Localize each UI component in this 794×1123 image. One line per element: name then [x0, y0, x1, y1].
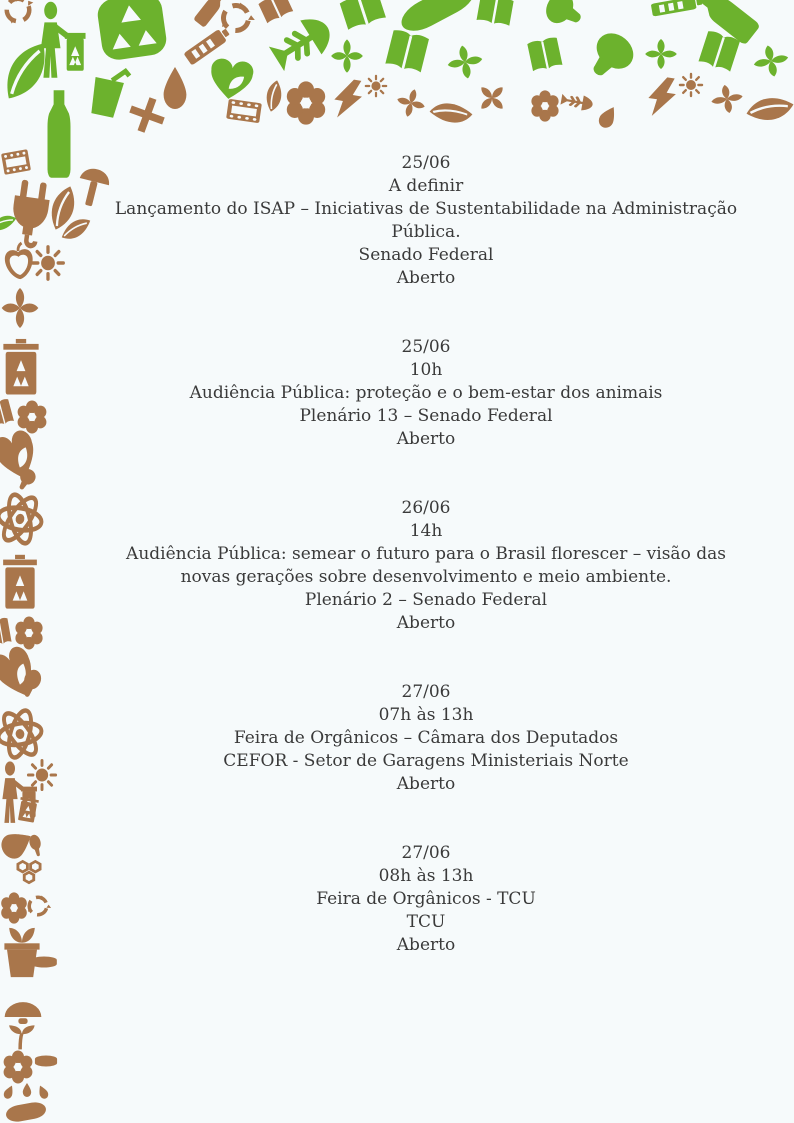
event-status: Aberto — [396, 774, 456, 794]
sprout-icon — [0, 1020, 42, 1052]
drop-icon — [33, 1082, 52, 1102]
clover-icon — [642, 36, 680, 72]
event-time: 14h — [409, 521, 443, 541]
drop-icon — [591, 100, 625, 135]
clover-icon — [467, 73, 518, 124]
capsule-icon — [22, 956, 66, 968]
person-recycle-icon — [0, 760, 42, 828]
event-block — [100, 842, 752, 957]
pot-icon — [0, 918, 46, 984]
recycle-arrows-icon — [212, 0, 259, 42]
heart-leaf-icon — [0, 638, 49, 711]
plus-icon — [120, 88, 174, 142]
book-icon — [378, 21, 435, 83]
leaf-icon — [35, 179, 92, 237]
leaf-icon — [254, 75, 294, 117]
flower-icon — [528, 88, 562, 124]
honeycomb-icon — [10, 856, 48, 892]
event-time: 07h às 13h — [378, 705, 474, 725]
lightbulb-icon — [23, 830, 50, 862]
recycle-arrows-icon — [0, 0, 41, 33]
fishbone-icon — [556, 85, 598, 119]
sun-icon — [26, 758, 58, 792]
apple-icon — [0, 238, 42, 285]
recycle-arrows-icon — [21, 889, 55, 923]
battery-icon — [176, 17, 239, 74]
clover-icon — [705, 79, 748, 119]
book-icon — [333, 0, 394, 39]
bin-icon — [14, 792, 43, 826]
battery-icon — [646, 0, 706, 25]
event-location: Senado Federal — [358, 245, 494, 265]
event-title: Audiência Pública: proteção e o bem-estar dos animais — [189, 383, 663, 403]
bin-icon — [0, 550, 42, 614]
event-date: 25/06 — [401, 337, 451, 357]
event-block — [100, 152, 752, 290]
event-title: Feira de Orgânicos - TCU — [316, 889, 536, 909]
lightning-icon — [324, 73, 371, 125]
bottle-icon — [186, 0, 234, 34]
event-time: A definir — [388, 176, 464, 196]
events-list — [100, 152, 752, 1003]
bin-icon — [0, 334, 44, 400]
clover-icon — [328, 36, 366, 76]
event-location: Plenário 2 – Senado Federal — [304, 590, 548, 610]
bell-icon — [0, 986, 48, 1032]
capsule-icon — [27, 1055, 65, 1067]
clover-icon — [0, 284, 42, 332]
sun-icon — [30, 244, 66, 282]
heart-leaf-icon — [203, 53, 259, 107]
event-block — [100, 336, 752, 451]
event-title: Feira de Orgânicos – Câmara dos Deputados — [233, 728, 619, 748]
film-icon — [222, 93, 266, 128]
event-status: Aberto — [396, 429, 456, 449]
flower-icon — [14, 398, 50, 436]
event-location: CEFOR - Setor de Garagens Ministeriais Norte — [223, 751, 629, 771]
flower-icon — [0, 1048, 36, 1086]
book-icon — [253, 0, 299, 30]
book-icon — [0, 612, 15, 651]
sun-icon — [678, 72, 704, 98]
flower-icon — [0, 890, 30, 926]
leaf-icon — [739, 79, 794, 139]
book-icon — [0, 393, 18, 432]
event-date: 25/06 — [401, 153, 451, 173]
clover-icon — [390, 82, 432, 124]
capsule-icon — [388, 0, 487, 48]
drop-icon — [156, 64, 194, 112]
lightbulb-icon — [531, 0, 600, 48]
book-icon — [471, 0, 519, 33]
event-status: Aberto — [396, 935, 456, 955]
lightbulb-icon — [7, 461, 45, 499]
recycle-square-icon — [90, 0, 173, 67]
lightning-icon — [639, 71, 685, 122]
drop-icon — [20, 1082, 34, 1098]
leaf-icon — [422, 85, 479, 141]
clover-icon — [747, 38, 794, 84]
drop-icon — [0, 1082, 19, 1102]
drop-icon — [0, 817, 43, 871]
sun-icon — [364, 74, 388, 98]
bottle-icon — [684, 0, 773, 59]
book-icon — [692, 23, 747, 82]
event-title: Audiência Pública: semear o futuro para o Brasil florescer – visão das novas gerações sobre desenvolvimento e meio ambiente. — [126, 544, 726, 587]
event-date: 26/06 — [401, 498, 451, 518]
atom-icon — [0, 484, 51, 554]
lightbulb-icon — [11, 662, 52, 706]
fishbone-icon — [252, 0, 352, 93]
flower-icon — [12, 614, 46, 652]
event-block — [100, 681, 752, 796]
bottle-icon — [36, 84, 82, 184]
event-time: 10h — [409, 360, 443, 380]
book-icon — [522, 31, 568, 80]
clover-icon — [441, 39, 489, 86]
event-location: TCU — [406, 912, 446, 932]
event-block — [100, 497, 752, 635]
film-icon — [0, 143, 35, 180]
event-location: Plenário 13 – Senado Federal — [299, 406, 553, 426]
event-date: 27/06 — [401, 843, 451, 863]
event-date: 27/06 — [401, 682, 451, 702]
heart-leaf-icon — [0, 422, 49, 492]
event-status: Aberto — [396, 268, 456, 288]
event-title: Lançamento do ISAP – Iniciativas de Sustentabilidade na Administração Pública. — [114, 199, 738, 242]
person-recycle-icon — [30, 0, 92, 84]
plug-icon — [0, 174, 65, 254]
leaf-icon — [57, 208, 95, 250]
event-time: 08h às 13h — [378, 866, 474, 886]
leaf-icon — [0, 34, 62, 107]
capsule-icon — [2, 1094, 50, 1123]
cup-icon — [73, 59, 142, 128]
event-status: Aberto — [396, 613, 456, 633]
flower-icon — [282, 78, 330, 128]
lightbulb-icon — [564, 12, 656, 103]
atom-icon — [0, 700, 51, 768]
leaf-icon — [0, 204, 21, 241]
